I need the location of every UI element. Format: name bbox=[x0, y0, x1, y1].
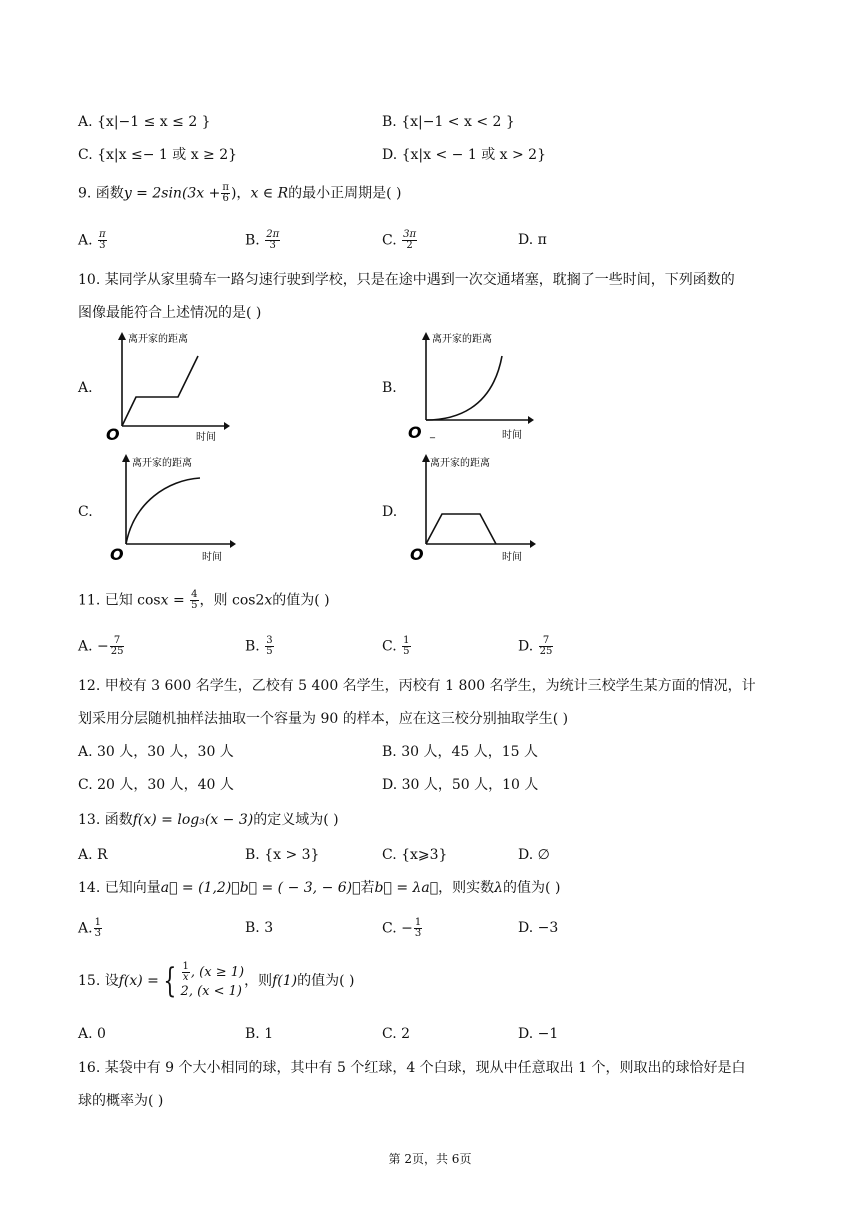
q9-suffix: 的最小正周期是( ) bbox=[288, 185, 402, 202]
q10-option-c-label: C. bbox=[78, 504, 93, 520]
graph-b-xlabel: 时间 bbox=[502, 430, 522, 441]
q15-stem: 15. 设f(x) = { $\frac{1}{x}$ , (x ≥ 1) 2, (x < 1) ，则f(1)的值为( ) bbox=[78, 961, 355, 1001]
q12-option-d: D. 30 人，50 人，10 人 bbox=[382, 777, 539, 793]
q10-graph-c bbox=[106, 452, 236, 567]
graph-d-xlabel: 时间 bbox=[502, 552, 522, 563]
q13-option-a: A. R bbox=[78, 847, 108, 863]
q14-option-a: A. $\frac{1}{3}$ bbox=[78, 917, 101, 939]
graph-d-origin: O bbox=[410, 545, 424, 564]
graph-a-xlabel: 时间 bbox=[196, 432, 216, 443]
q9-fraction: $\frac{\pi}{6}$ bbox=[222, 182, 229, 204]
q12-option-b: B. 30 人，45 人，15 人 bbox=[382, 744, 538, 760]
q13-function: f(x) = log₃(x − 3) bbox=[132, 812, 254, 828]
q11-option-b: B. $\frac{3}{5}$ bbox=[245, 635, 273, 657]
q15-option-a: A. 0 bbox=[78, 1026, 106, 1042]
q16-stem-line2: 球的概率为( ) bbox=[78, 1093, 164, 1109]
q11-option-c: C. $\frac{1}{5}$ bbox=[382, 635, 410, 657]
q8-option-d: D. {x|x < − 1 或 x > 2} bbox=[382, 147, 547, 163]
graph-c-ylabel: 离开家的距离 bbox=[132, 458, 192, 469]
q12-stem-line1: 12. 甲校有 3 600 名学生，乙校有 5 400 名学生，丙校有 1 800 名学生，为统计三校学生某方面的情况，计 bbox=[78, 678, 756, 694]
graph-c-xlabel: 时间 bbox=[202, 552, 222, 563]
graph-d-ylabel: 离开家的距离 bbox=[430, 458, 490, 469]
q10-graph-a bbox=[100, 330, 230, 445]
page-footer: 第 2页，共 6页 bbox=[388, 1152, 472, 1166]
q14-option-c: C. − $\frac{1}{3}$ bbox=[382, 917, 422, 939]
q9-option-d: D. π bbox=[518, 232, 547, 248]
graph-b-ylabel: 离开家的距离 bbox=[432, 334, 492, 345]
q10-option-b-label: B. bbox=[382, 380, 397, 396]
q15-option-c: C. 2 bbox=[382, 1026, 411, 1042]
q14-relation: b⃗ = λa⃗ bbox=[374, 880, 439, 896]
q9-option-a: A. $\frac{\pi}{3}$ bbox=[78, 229, 106, 251]
q8-option-a: A. {x|−1 ≤ x ≤ 2 } bbox=[78, 114, 211, 130]
q11-option-d: D. $\frac{7}{25}$ bbox=[518, 635, 553, 657]
q11-stem: 11. 已知 cosx = $\frac{4}{5}$ ，则 cos2x的值为( ) bbox=[78, 589, 330, 611]
q10-graph-d bbox=[406, 452, 536, 567]
q10-graph-b bbox=[404, 330, 534, 445]
q9-stem bbox=[78, 183, 402, 204]
q15-function: f(x) = bbox=[118, 973, 159, 989]
q11-option-a: A. − $\frac{7}{25}$ bbox=[78, 635, 124, 657]
q10-stem-line2: 图像最能符合上述情况的是( ) bbox=[78, 305, 262, 321]
q12-option-c: C. 20 人，30 人，40 人 bbox=[78, 777, 234, 793]
q13-option-d: D. ∅ bbox=[518, 847, 550, 863]
q10-stem-line1: 10. 某同学从家里骑车一路匀速行驶到学校，只是在途中遇到一次交通堵塞，耽搁了一些时间，下列函数的 bbox=[78, 272, 735, 288]
graph-c-origin: O bbox=[110, 545, 124, 564]
q14-vector-a: a⃗ = (1,2)， bbox=[160, 880, 240, 896]
q12-stem-line2: 划采用分层随机抽样法抽取一个容量为 90 的样本，应在这三校分别抽取学生( ) bbox=[78, 711, 569, 727]
q9-function: y = 2sin(3x + bbox=[123, 185, 221, 202]
q13-stem: 13. 函数f(x) = log₃(x − 3)的定义域为( ) bbox=[78, 812, 339, 828]
graph-a-ylabel: 离开家的距离 bbox=[128, 334, 188, 345]
q12-option-a: A. 30 人，30 人，30 人 bbox=[78, 744, 234, 760]
q8-option-c: C. {x|x ≤− 1 或 x ≥ 2} bbox=[78, 147, 238, 163]
graph-b-origin: O bbox=[408, 423, 422, 442]
q8-option-b: B. {x|−1 < x < 2 } bbox=[382, 114, 515, 130]
q13-option-b: B. {x > 3} bbox=[245, 847, 320, 863]
q9-option-b: B. $\frac{2\pi}{3}$ bbox=[245, 229, 280, 251]
q15-option-d: D. −1 bbox=[518, 1026, 559, 1042]
q9-function-close: )， bbox=[230, 185, 251, 202]
graph-a-origin: O bbox=[106, 425, 120, 444]
q13-option-c: C. {x⩾3} bbox=[382, 847, 448, 863]
q9-option-c: C. $\frac{3\pi}{2}$ bbox=[382, 229, 417, 251]
q16-stem-line1: 16. 某袋中有 9 个大小相同的球，其中有 5 个红球，4 个白球，现从中任意取出 1 个，则取出的球恰好是白 bbox=[78, 1060, 746, 1076]
q14-vector-b: b⃗ = ( − 3, − 6)， bbox=[239, 880, 361, 896]
q9-domain: x ∈ R bbox=[250, 185, 289, 202]
q14-option-d: D. −3 bbox=[518, 920, 559, 936]
q15-brace: { bbox=[163, 961, 177, 1001]
q10-option-a-label: A. bbox=[78, 380, 93, 396]
q14-stem: 14. 已知向量a⃗ = (1,2)，b⃗ = ( − 3, − 6)，若b⃗ = λa⃗，则实数λ的值为( ) bbox=[78, 880, 561, 896]
q9-prefix: 9. 函数 bbox=[78, 185, 124, 202]
graph-b-mark: _ bbox=[430, 428, 435, 439]
q14-option-b: B. 3 bbox=[245, 920, 274, 936]
q15-piecewise: $\frac{1}{x}$ , (x ≥ 1) 2, (x < 1) bbox=[180, 961, 245, 999]
q10-option-d-label: D. bbox=[382, 504, 398, 520]
q15-option-b: B. 1 bbox=[245, 1026, 274, 1042]
